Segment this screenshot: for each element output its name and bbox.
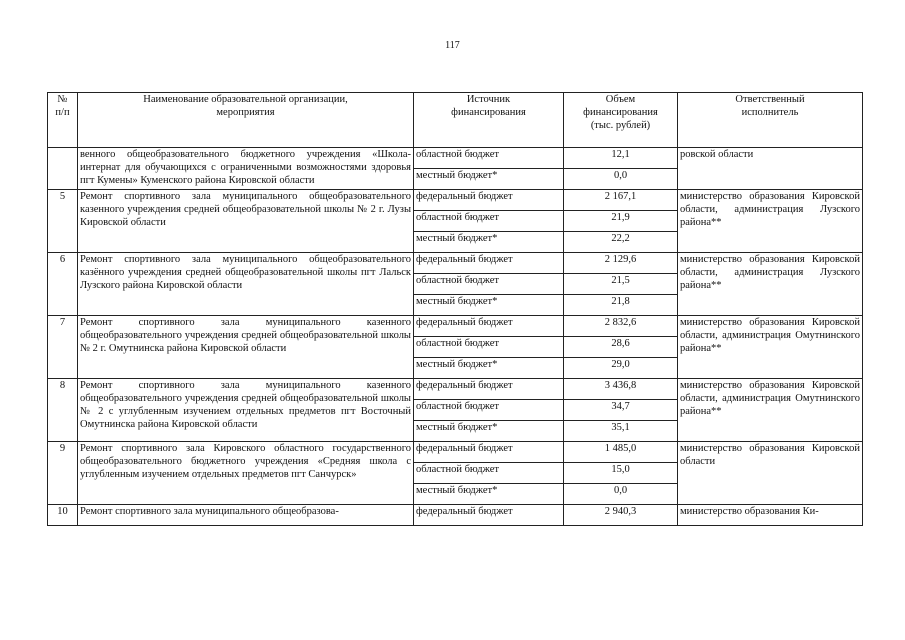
responsible-executor: министерство образования Кировской области, администрация Омутнинского района**: [678, 379, 863, 442]
funding-source: областной бюджет: [414, 400, 564, 421]
responsible-executor: ровской области: [678, 148, 863, 190]
funding-source: областной бюджет: [414, 463, 564, 484]
row-number: [48, 148, 78, 190]
table-row: [48, 505, 863, 526]
funding-amount: 21,9: [564, 211, 678, 232]
funding-amount: 34,7: [564, 400, 678, 421]
responsible-executor: министерство образования Кировской области, администрация Лузского района**: [678, 190, 863, 253]
funding-source: областной бюджет: [414, 274, 564, 295]
funding-source: областной бюджет: [414, 211, 564, 232]
row-number: 8: [48, 379, 78, 442]
activity-name: Ремонт спортивного зала муниципального общеобразовательного казенного учреждения средней общеобразовательной школы № 2 г. Лузы Кировской области: [78, 190, 414, 253]
funding-amount: 21,8: [564, 295, 678, 316]
row-number: 7: [48, 316, 78, 379]
funding-amount: 3 436,8: [564, 379, 678, 400]
funding-source: областной бюджет: [414, 337, 564, 358]
funding-amount: 21,5: [564, 274, 678, 295]
row-number: 5: [48, 190, 78, 253]
funding-source: областной бюджет: [414, 148, 564, 169]
table-row: [48, 148, 863, 169]
activity-name: венного общеобразовательного бюджетного учреждения «Школа-интернат для обучающихся с ограниченными возможностями здоровья пгт Кумены» Куменского района Кировской области: [78, 148, 414, 190]
funding-amount: 2 940,3: [564, 505, 678, 526]
funding-source: местный бюджет*: [414, 169, 564, 190]
responsible-executor: министерство образования Кировской области: [678, 442, 863, 505]
responsible-executor: министерство образования Ки-: [678, 505, 863, 526]
activity-name: Ремонт спортивного зала муниципального общеобразовательного казённого учреждения средней общеобразовательной школы пгт Лальск Лузского района Кировской области: [78, 253, 414, 316]
header-num: № п/п: [48, 93, 78, 148]
funding-source: федеральный бюджет: [414, 253, 564, 274]
header-responsible: Ответственный исполнитель: [678, 93, 863, 148]
funding-source: местный бюджет*: [414, 295, 564, 316]
funding-source: федеральный бюджет: [414, 190, 564, 211]
funding-amount: 22,2: [564, 232, 678, 253]
table-row: [48, 253, 863, 274]
activity-name: Ремонт спортивного зала муниципального общеобразова-: [78, 505, 414, 526]
funding-table: [47, 92, 863, 526]
funding-source: федеральный бюджет: [414, 316, 564, 337]
activity-name: Ремонт спортивного зала Кировского областного государственного общеобразовательного бюджетного учреждения «Средняя школа с углубленным изучением отдельных предметов пгт Санчурск»: [78, 442, 414, 505]
funding-amount: 28,6: [564, 337, 678, 358]
row-number: 10: [48, 505, 78, 526]
funding-source: местный бюджет*: [414, 232, 564, 253]
activity-name: Ремонт спортивного зала муниципального казенного общеобразовательного учреждения средней общеобразовательной школы № 2 г. Омутнинска района Кировской области: [78, 316, 414, 379]
funding-amount: 15,0: [564, 463, 678, 484]
header-source: Источник финансирования: [414, 93, 564, 148]
responsible-executor: министерство образования Кировской области, администрация Лузского района**: [678, 253, 863, 316]
table-body: [48, 148, 863, 526]
row-number: 9: [48, 442, 78, 505]
table-row: [48, 442, 863, 463]
table-row: [48, 316, 863, 337]
funding-source: местный бюджет*: [414, 421, 564, 442]
table-header-row: [48, 93, 863, 148]
header-name: Наименование образовательной организации, мероприятия: [78, 93, 414, 148]
header-amount: Объем финансирования (тыс. рублей): [564, 93, 678, 148]
funding-amount: 2 167,1: [564, 190, 678, 211]
funding-source: местный бюджет*: [414, 358, 564, 379]
funding-amount: 29,0: [564, 358, 678, 379]
table-row: [48, 379, 863, 400]
funding-amount: 0,0: [564, 484, 678, 505]
funding-source: федеральный бюджет: [414, 379, 564, 400]
page-number: 117: [445, 40, 460, 51]
activity-name: Ремонт спортивного зала муниципального казенного общеобразовательного учреждения средней общеобразовательной школы № 2 с углубленным изучением отдельных предметов пгт Восточный Омутнинска района Кировской области: [78, 379, 414, 442]
row-number: 6: [48, 253, 78, 316]
funding-source: федеральный бюджет: [414, 442, 564, 463]
responsible-executor: министерство образования Кировской области, администрация Омутнинского района**: [678, 316, 863, 379]
funding-amount: 35,1: [564, 421, 678, 442]
funding-amount: 2 129,6: [564, 253, 678, 274]
funding-amount: 2 832,6: [564, 316, 678, 337]
table-row: [48, 190, 863, 211]
funding-source: федеральный бюджет: [414, 505, 564, 526]
funding-amount: 1 485,0: [564, 442, 678, 463]
funding-amount: 0,0: [564, 169, 678, 190]
funding-amount: 12,1: [564, 148, 678, 169]
funding-source: местный бюджет*: [414, 484, 564, 505]
